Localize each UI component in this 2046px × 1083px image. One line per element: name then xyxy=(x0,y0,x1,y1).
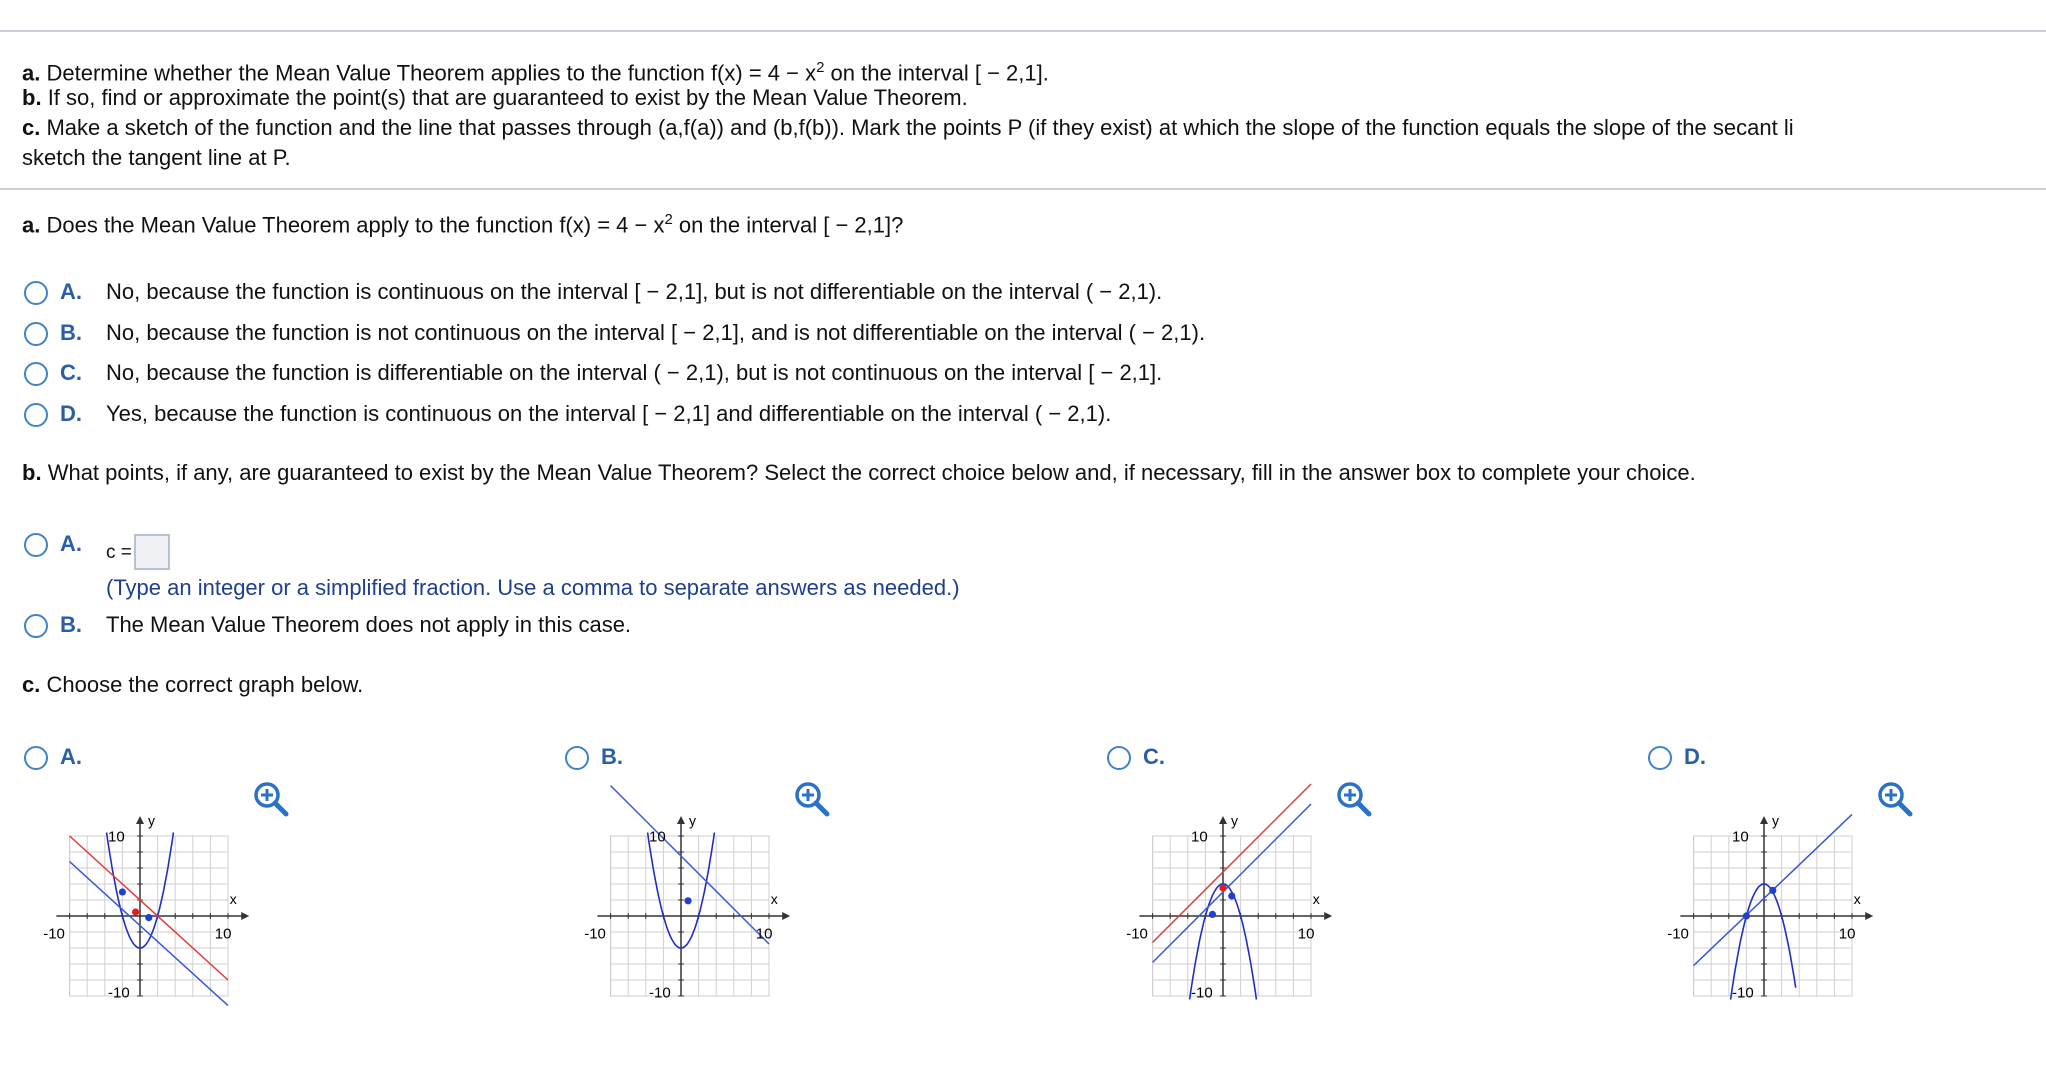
x-tick-positive: 10 xyxy=(1838,925,1856,943)
part-a-choice-3-radio[interactable] xyxy=(24,403,48,427)
x-tick-positive: 10 xyxy=(214,925,232,943)
y-tick-negative: -10 xyxy=(108,984,130,1002)
endpoint-a xyxy=(119,888,126,895)
graph-choice-0[interactable] xyxy=(43,786,278,1026)
top-divider xyxy=(0,30,2046,32)
answer-input[interactable] xyxy=(134,534,170,570)
part-b-question: b. What points, if any, are guaranteed to exist by the Mean Value Theorem? Select the correct choice below and, if necessary, fill in the answer box to complete your choice. xyxy=(22,460,1696,485)
x-axis-label: x xyxy=(770,891,778,907)
x-tick-positive: 10 xyxy=(755,925,773,943)
y-tick-negative: -10 xyxy=(1191,984,1213,1002)
prompt-part-a: a. Determine whether the Mean Value Theorem applies to the function $f(x) = 4 - x^2$ on the interval [ − 2,1]. xyxy=(22,59,1049,86)
prompt-part-b: b. If so, find or approximate the point(s) that are guaranteed to exist by the Mean Value Theorem. xyxy=(22,85,968,110)
prompt-divider xyxy=(0,188,2046,190)
x-tick-negative: -10 xyxy=(1126,925,1148,943)
part-b-choice-b-radio[interactable] xyxy=(24,614,48,638)
y-axis-label: y xyxy=(1772,812,1779,829)
endpoint-b xyxy=(1228,892,1235,899)
y-tick-positive: 10 xyxy=(1732,828,1749,846)
endpoint-a xyxy=(1743,912,1750,919)
zoom-in-icon[interactable] xyxy=(1876,780,1914,823)
zoom-in-icon[interactable] xyxy=(793,780,831,823)
y-tick-negative: -10 xyxy=(649,984,671,1002)
y-axis-label: y xyxy=(1231,812,1238,829)
part-a-choice-3-text: Yes, because the function is continuous on the interval [ − 2,1] and differentiable on the interval ( − 2,1). xyxy=(106,401,1112,426)
graph-choice-1[interactable] xyxy=(584,786,819,1026)
prompt-part-c: c. Make a sketch of the function and the line that passes through (a,f(a)) and (b,f(b)). Mark the points P (if they exist) at which the slope of the function equals the slope of the secant li xyxy=(22,115,1794,140)
x-tick-positive: 10 xyxy=(1297,925,1315,943)
part-a-choice-2-text: No, because the function is differentiable on the interval ( − 2,1), but is not continuous on the interval [ − 2,1]. xyxy=(106,360,1163,385)
endpoint-b xyxy=(1769,887,1776,894)
y-tick-positive: 10 xyxy=(108,828,125,846)
graph-choice-0-letter: A. xyxy=(60,744,82,769)
x-axis-label: x xyxy=(1312,891,1320,907)
x-axis-label: x xyxy=(229,891,237,907)
part-b-choice-b-letter: B. xyxy=(60,612,82,637)
graph-choice-1-letter: B. xyxy=(601,744,623,769)
part-a-choice-1-radio[interactable] xyxy=(24,322,48,346)
graph-choice-2-letter: C. xyxy=(1143,744,1165,769)
x-tick-negative: -10 xyxy=(43,925,65,943)
y-axis-label: y xyxy=(148,812,155,829)
part-a-choice-0-text: No, because the function is continuous on the interval [ − 2,1], but is not differentiable on the interval ( − 2,1). xyxy=(106,279,1163,304)
x-tick-negative: -10 xyxy=(584,925,606,943)
y-axis-label: y xyxy=(689,812,696,829)
zoom-in-icon[interactable] xyxy=(252,780,290,823)
point-p xyxy=(1219,884,1226,891)
part-a-choice-1-letter: B. xyxy=(60,320,82,345)
part-b-choice-a-letter: A. xyxy=(60,531,82,556)
graph-choice-0-radio[interactable] xyxy=(24,746,48,770)
graph-choice-2-radio[interactable] xyxy=(1107,746,1131,770)
graph-choice-3[interactable] xyxy=(1667,786,1902,1026)
part-b-choice-a: c = xyxy=(106,534,170,570)
x-axis-label: x xyxy=(1853,891,1861,907)
part-a-choice-2-letter: C. xyxy=(60,360,82,385)
part-b-choice-a-radio[interactable] xyxy=(24,533,48,557)
part-b-choice-b-text: The Mean Value Theorem does not apply in this case. xyxy=(106,612,632,637)
graph-choice-1-radio[interactable] xyxy=(565,746,589,770)
prompt-part-c-continued: sketch the tangent line at P. xyxy=(22,145,291,170)
point-p xyxy=(684,897,691,904)
part-a-question: a. Does the Mean Value Theorem apply to the function $f(x) = 4 - x^2$ on the interval [ − 2,1]? xyxy=(22,211,904,238)
part-a-choice-1-text: No, because the function is not continuous on the interval [ − 2,1], and is not differentiable on the interval ( − 2,1). xyxy=(106,320,1206,345)
part-b-answer-hint: (Type an integer or a simplified fraction. Use a comma to separate answers as needed.) xyxy=(106,575,960,600)
part-a-choice-0-radio[interactable] xyxy=(24,281,48,305)
y-tick-negative: -10 xyxy=(1732,984,1754,1002)
part-a-choice-2-radio[interactable] xyxy=(24,362,48,386)
y-tick-positive: 10 xyxy=(1191,828,1208,846)
x-tick-negative: -10 xyxy=(1667,925,1689,943)
graph-choice-2[interactable] xyxy=(1126,786,1361,1026)
graph-choice-3-letter: D. xyxy=(1684,744,1706,769)
point-p xyxy=(132,908,139,915)
y-tick-positive: 10 xyxy=(649,828,666,846)
zoom-in-icon[interactable] xyxy=(1335,780,1373,823)
endpoint-a xyxy=(1209,911,1216,918)
endpoint-b xyxy=(145,914,152,921)
part-a-choice-3-letter: D. xyxy=(60,401,82,426)
part-c-question: c. Choose the correct graph below. xyxy=(22,672,364,697)
graph-choice-3-radio[interactable] xyxy=(1648,746,1672,770)
part-a-choice-0-letter: A. xyxy=(60,279,82,304)
